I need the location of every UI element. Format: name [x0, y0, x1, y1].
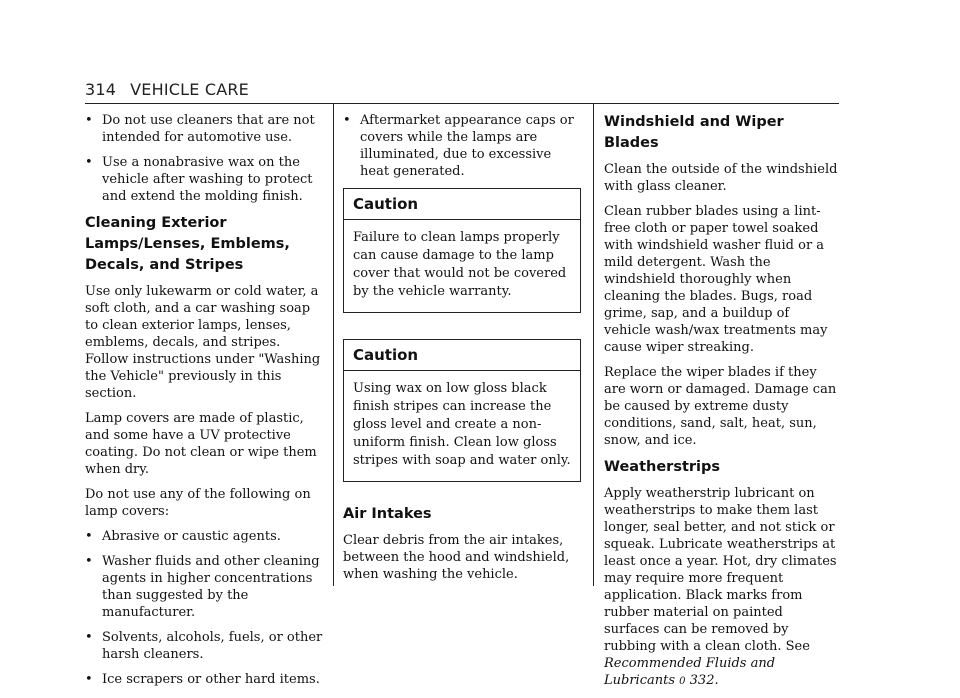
cross-reference-link[interactable]: Recommended Fluids and Lubricants 0 332.	[604, 656, 776, 688]
heading-cleaning-exterior-lamps: Cleaning Exterior Lamps/Lenses, Emblems, Decals, and Stripes	[85, 215, 290, 273]
list-item: • Ice scrapers or other hard items.	[85, 672, 320, 687]
list-item: • Washer fluids and other cleaning agents in higher concentrations than suggested by the manufacturer.	[85, 554, 320, 620]
bullet-icon: •	[85, 529, 93, 544]
paragraph: Clear debris from the air intakes, between the hood and windshield, when washing the vehicle.	[343, 533, 570, 582]
caution-body: Using wax on low gloss black finish stripes can increase the gloss level and create a non-uniform finish. Clean low gloss stripes with soap and water only.	[353, 381, 571, 468]
page-number: 314	[85, 80, 117, 99]
paragraph: Lamp covers are made of plastic, and some have a UV protective coating. Do not clean or wipe them when dry.	[85, 411, 317, 477]
column-divider-1	[333, 104, 334, 586]
column-3	[604, 112, 840, 698]
heading-weatherstrips: Weatherstrips	[604, 459, 721, 475]
paragraph: Replace the wiper blades if they are worn or damaged. Damage can be caused by extreme dusty conditions, sand, salt, heat, sun, snow, and ice.	[604, 365, 837, 448]
column-1	[85, 112, 325, 696]
list-item: • Do not use cleaners that are not intended for automotive use.	[85, 113, 315, 145]
header-rule	[85, 103, 839, 104]
paragraph: Clean rubber blades using a lint-free cloth or paper towel soaked with windshield washer fluid or a mild detergent. Wash the windshield thoroughly when cleaning the blades. Bugs, road grime, sap, and a buildup of vehicle wash/wax treatments may cause wiper streaking.	[604, 204, 828, 355]
list-item: • Solvents, alcohols, fuels, or other harsh cleaners.	[85, 630, 323, 662]
bullet-icon: •	[343, 113, 351, 128]
section-title: VEHICLE CARE	[130, 80, 249, 99]
bullet-icon: •	[85, 630, 93, 645]
caution-title: Caution	[344, 189, 580, 220]
caution-title: Caution	[344, 340, 580, 371]
paragraph: Use only lukewarm or cold water, a soft cloth, and a car washing soap to clean exterior lamps, lenses, emblems, decals, and stripes. Follow instructions under "Washing the Vehicle" previously in this section.	[85, 284, 321, 401]
column-divider-2	[593, 104, 594, 586]
page-reference-icon: 0	[679, 676, 686, 687]
column-2	[343, 112, 581, 591]
paragraph: Apply weatherstrip lubricant on weatherstrips to make them last longer, seal better, and not stick or squeak. Lubricate weatherstrips at least once a year. Hot, dry climates may require more frequent application. Black marks from rubber material on painted surfaces can be removed by rubbing with a clean cloth. See Recommended Fluids and Lubricants 0 332.	[604, 486, 837, 688]
list-item: • Aftermarket appearance caps or covers while the lamps are illuminated, due to excessive heat generated.	[343, 113, 574, 179]
paragraph: Do not use any of the following on lamp covers:	[85, 487, 311, 519]
list-item: • Abrasive or caustic agents.	[85, 529, 281, 544]
bullet-icon: •	[85, 113, 93, 128]
heading-air-intakes: Air Intakes	[343, 506, 432, 522]
bullet-icon: •	[85, 672, 93, 687]
caution-body: Failure to clean lamps properly can cause damage to the lamp cover that would not be covered by the vehicle warranty.	[353, 230, 567, 299]
caution-box	[343, 188, 581, 313]
page-header	[85, 80, 249, 99]
bullet-icon: •	[85, 155, 93, 170]
caution-box	[343, 339, 581, 482]
bullet-icon: •	[85, 554, 93, 569]
list-item: • Use a nonabrasive wax on the vehicle after washing to protect and extend the molding finish.	[85, 155, 313, 204]
paragraph: Clean the outside of the windshield with glass cleaner.	[604, 162, 838, 194]
heading-windshield-wiper: Windshield and Wiper Blades	[604, 114, 784, 151]
